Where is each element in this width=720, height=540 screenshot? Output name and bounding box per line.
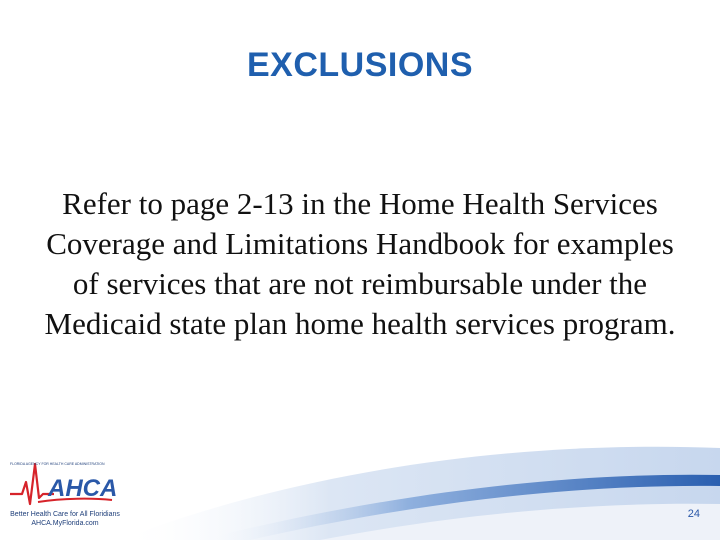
slide-title: EXCLUSIONS [246, 46, 474, 84]
logo-agency-text: FLORIDA AGENCY FOR HEALTH CARE ADMINISTRATION [10, 462, 105, 466]
tagline-line-2: AHCA.MyFlorida.com [31, 520, 99, 527]
slide-body-text: Refer to page 2-13 in the Home Health Services Coverage and Limitations Handbook for examples of services that are not reimbursable under the Medicaid state plan home health services program. [44, 186, 676, 341]
page-number: 24 [687, 508, 700, 520]
logo-tagline [9, 510, 121, 528]
tagline-line-1: Better Health Care for All Floridians [10, 511, 120, 518]
ahca-logo-text: AHCA [48, 475, 118, 502]
